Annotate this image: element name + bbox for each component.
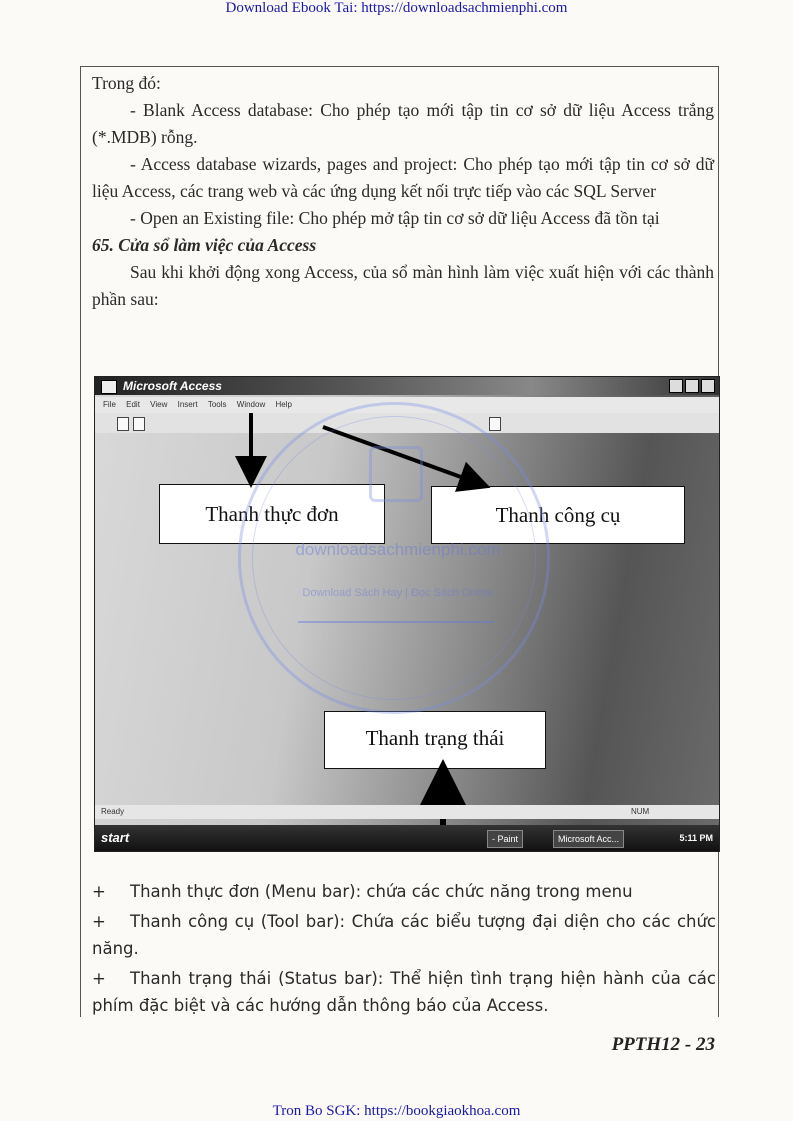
- section-intro: Sau khi khởi động xong Access, của sổ màn hình làm việc xuất hiện với các thành phần sau:: [92, 262, 714, 309]
- bullet-text: Thanh thực đơn (Menu bar): chứa các chức năng trong menu: [130, 882, 633, 901]
- bullet-text: Thanh công cụ (Tool bar): Chứa các biểu tượng đại diện cho các chức năng.: [92, 912, 716, 958]
- taskbar: [95, 825, 719, 851]
- list-item: [92, 908, 716, 962]
- bullet-text: Thanh trạng thái (Status bar): Thể hiện tình trạng hiện hành của các phím đặc biệt và các hướng dẫn thông báo của Access.: [92, 969, 716, 1015]
- menu-item-insert[interactable]: Insert: [177, 400, 198, 409]
- menu-item-window[interactable]: Window: [236, 400, 266, 409]
- menu-item-file[interactable]: File: [103, 400, 116, 409]
- callout-menu-bar: Thanh thực đơn: [159, 484, 385, 544]
- footer-sgk-link[interactable]: Tron Bo SGK: https://bookgiaokhoa.com: [272, 1103, 521, 1119]
- watermark-tagline: Download Sách Hay | Đọc Sách Online: [302, 587, 494, 599]
- window-title: Microsoft Access: [123, 379, 222, 393]
- list-item: [92, 878, 716, 905]
- page-number: PPTH12 - 23: [611, 1034, 715, 1055]
- taskbar-clock: 5:11 PM: [679, 833, 713, 843]
- menu-item-edit[interactable]: Edit: [126, 400, 140, 409]
- status-bar: [95, 805, 719, 819]
- watermark-site: downloadsachmienphi.com: [295, 540, 501, 559]
- status-num-indicator: NUM: [631, 807, 650, 816]
- header-download-link[interactable]: Download Ebook Tai: https://downloadsachmienphi.com: [225, 0, 568, 16]
- callout-status-bar: Thanh trạng thái: [324, 711, 546, 769]
- taskbar-task-access[interactable]: Microsoft Acc...: [553, 830, 624, 848]
- start-button[interactable]: start: [101, 830, 130, 845]
- menu-item-tools[interactable]: Tools: [207, 400, 227, 409]
- intro-block: [92, 70, 714, 313]
- section-heading: 65. Cửa sổ làm việc của Access: [92, 235, 317, 255]
- callout-tool-bar: Thanh công cụ: [431, 486, 685, 544]
- taskbar-task-paint[interactable]: - Paint: [487, 830, 523, 848]
- bullet-marker: +: [92, 912, 106, 931]
- intro-label: Trong đó:: [92, 73, 161, 93]
- watermark-book-icon: [369, 446, 423, 502]
- menu-item-view[interactable]: View: [150, 400, 168, 409]
- bullet-marker: +: [92, 969, 106, 988]
- status-ready-text: Ready: [101, 807, 125, 816]
- list-item: [92, 965, 716, 1019]
- list-item: - Access database wizards, pages and project: Cho phép tạo mới tập tin cơ sở dữ liệu Access, các trang web và các ứng dụng kết nối trực tiếp vào các SQL Server: [92, 154, 714, 201]
- list-item: - Blank Access database: Cho phép tạo mới tập tin cơ sở dữ liệu Access trắng (*.MDB) rỗng.: [92, 100, 714, 147]
- watermark-underline: [298, 621, 494, 623]
- list-item: - Open an Existing file: Cho phép mở tập tin cơ sở dữ liệu Access đã tồn tại: [130, 208, 660, 228]
- bullet-marker: +: [92, 882, 106, 901]
- menu-item-help[interactable]: Help: [275, 400, 292, 409]
- bullet-list: [92, 878, 716, 1022]
